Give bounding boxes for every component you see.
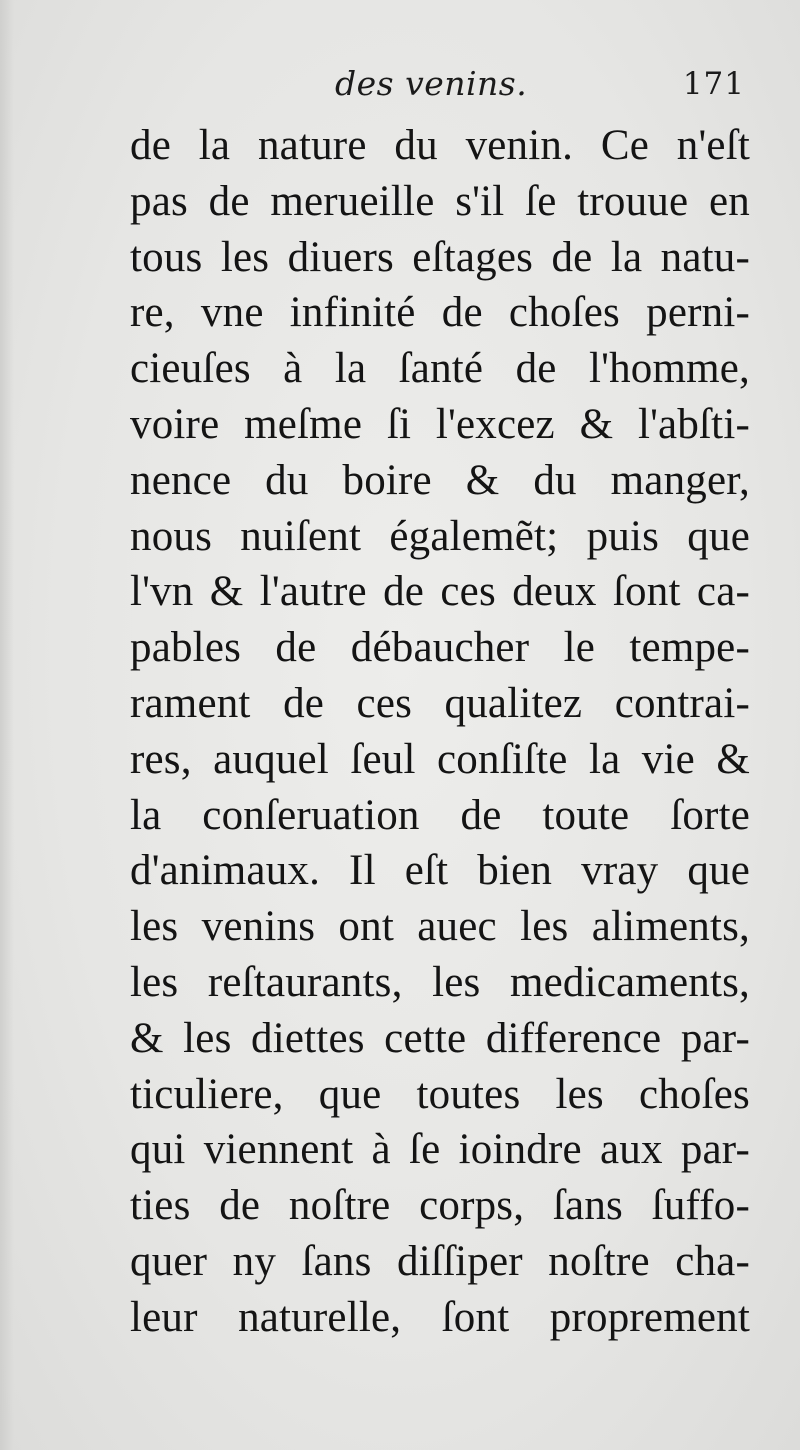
text-line: ticuliere, que toutes les choſes [130,1070,750,1118]
page-number: 171 [682,66,745,102]
text-line: rament de ces qualitez contrai- [130,679,750,727]
text-line: qui viennent à ſe ioindre aux par- [130,1126,750,1174]
text-line: re, vne infinité de choſes perni- [130,289,750,337]
running-head [130,62,745,112]
page-gutter-shadow [0,0,14,1450]
text-line: voire meſme ſi l'excez & l'abſti- [130,400,750,448]
text-line: les reſtaurants, les medicaments, [130,958,750,1006]
text-line: nous nuiſent égalemẽt; puis que [130,512,750,560]
body-text [130,118,750,1346]
text-line: cieuſes à la ſanté de l'homme, [130,345,750,393]
text-line: tous les diuers eſtages de la natu- [130,233,750,281]
text-line: les venins ont auec les aliments, [130,903,750,951]
text-line: res, auquel ſeul conſiſte la vie & [130,735,750,783]
text-line: la conſeruation de toute ſorte [130,791,750,839]
text-line: ties de noſtre corps, ſans ſuffo- [130,1182,750,1230]
text-line: l'vn & l'autre de ces deux ſont ca- [130,568,750,616]
running-title: des venins. [335,64,528,103]
text-line: & les diettes cette difference par- [130,1014,750,1062]
text-line: leur naturelle, ſont proprement [130,1293,750,1341]
text-line: nence du boire & du manger, [130,456,750,504]
text-line: d'animaux. Il eſt bien vray que [130,847,750,895]
text-line: de la nature du venin. Ce n'eſt [130,122,750,169]
text-line: pables de débaucher le tempe- [130,624,750,672]
text-line: pas de merueille s'il ſe trouue en [130,177,750,225]
text-line: quer ny ſans diſſiper noſtre cha- [130,1237,750,1285]
